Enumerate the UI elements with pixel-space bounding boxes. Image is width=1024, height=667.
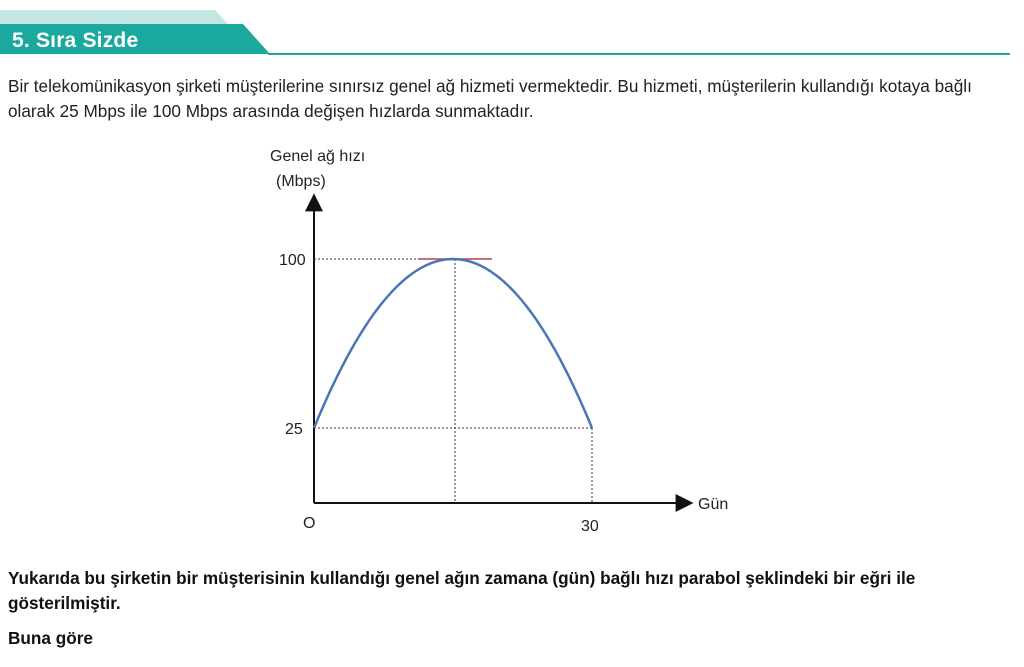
question-paragraph: Yukarıda bu şirketin bir müşterisinin kullandığı genel ağın zamana (gün) bağlı hızı parabol şeklindeki bir eğri ile gösterilmiştir. — [8, 568, 916, 613]
parabola-curve — [314, 259, 592, 428]
y-tick-label-25: 25 — [285, 421, 303, 438]
section-title: 5. Sıra Sizde — [12, 29, 139, 52]
x-tick-label-30: 30 — [581, 518, 599, 535]
origin-label: O — [303, 515, 316, 532]
x-axis-label: Gün — [698, 496, 729, 513]
y-tick-label-100: 100 — [279, 252, 306, 269]
intro-paragraph: Bir telekomünikasyon şirketi müşterilerine sınırsız genel ağ hizmeti vermektedir. Bu hizmeti, müşterilerin kullandığı kotaya bağlı olarak 25 Mbps ile 100 Mbps arasında değişen hızlarda sunmaktadır. — [8, 76, 972, 121]
y-axis-label-line1: Genel ağ hızı — [270, 148, 366, 165]
y-axis-label-line2: (Mbps) — [276, 173, 326, 190]
prompt-text: Buna göre — [8, 628, 93, 648]
